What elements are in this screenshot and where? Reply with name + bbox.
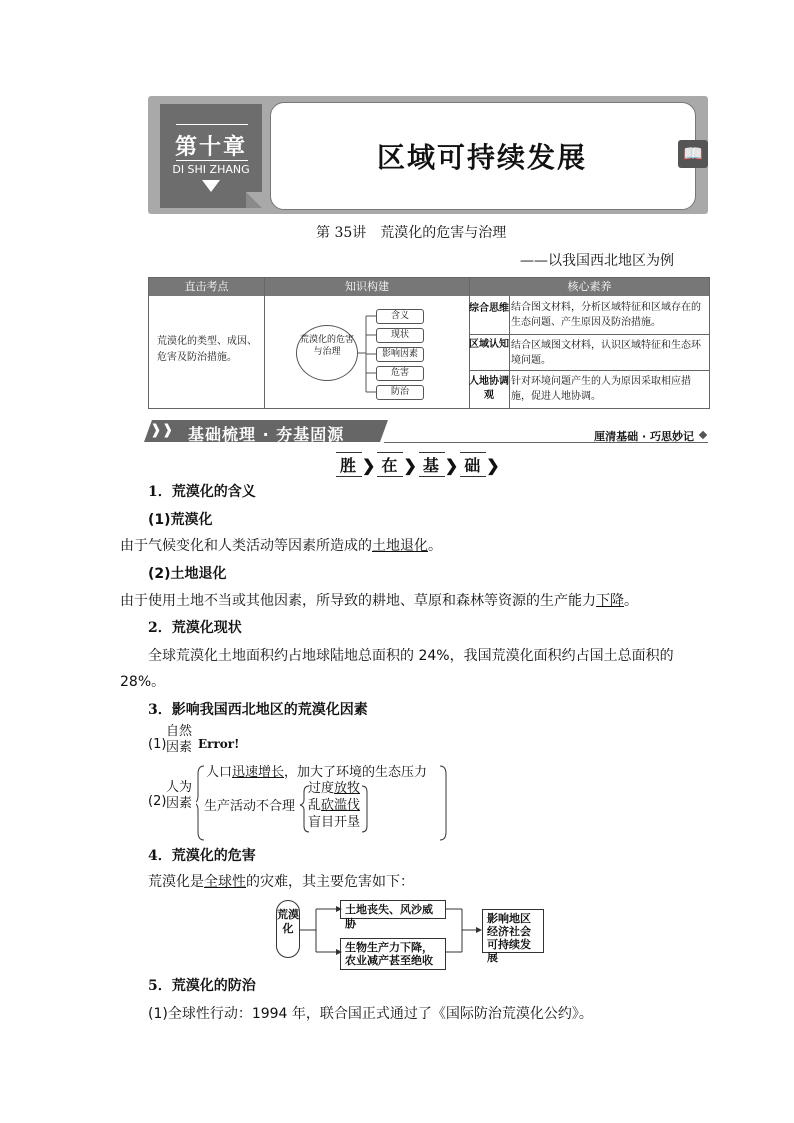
- divider: [469, 334, 709, 335]
- mindmap-item: 含义: [376, 309, 424, 324]
- header-literacy: 核心素养: [470, 278, 709, 296]
- chapter-title: 区域可持续发展: [376, 141, 587, 174]
- badge-triangle-icon: [202, 180, 220, 192]
- literacy-text: 针对环境问题产生的人为原因采取相应措施，促进人地协调。: [511, 376, 691, 402]
- chapter-number: 第十章: [174, 134, 247, 160]
- badge-divider-top: [176, 124, 248, 125]
- heading-5: 5．荒漠化的防治: [148, 978, 256, 994]
- literacy-label: 综合思维: [469, 303, 509, 314]
- section-bar: [148, 418, 708, 444]
- flow-box-bottom: 生物生产力下降，农业减产甚至绝收: [340, 938, 446, 970]
- divider: [469, 370, 709, 371]
- key-term: 全球性: [204, 874, 246, 890]
- tag-char: 在: [377, 452, 403, 477]
- section-tag: 胜 ❯ 在 ❯ 基 ❯ 础 ❯: [336, 452, 502, 477]
- literacy-text: 结合区域图文材料，认识区域特征和生态环境问题。: [511, 340, 701, 366]
- header-knowledge: 知识构建: [265, 278, 469, 296]
- literacy-text: 结合图文材料，分析区域特征和区域存在的生态问题、产生原因及防治措施。: [511, 302, 701, 328]
- key-term: 迅速增长: [232, 765, 285, 780]
- subheading: (2)土地退化: [148, 566, 227, 582]
- divider: [509, 296, 510, 408]
- item-number: (1): [148, 737, 167, 752]
- tag-char: 基: [419, 452, 445, 477]
- flow-box-result: 影响地区经济社会可持续发展: [482, 909, 544, 953]
- mindmap-item: 现状: [376, 328, 424, 343]
- heading-3: 3．影响我国西北地区的荒漠化因素: [148, 702, 368, 718]
- mindmap-item: 防治: [376, 385, 424, 400]
- heading-2: 2．荒漠化现状: [148, 620, 242, 636]
- mindmap-connectors: [358, 310, 378, 396]
- paragraph: 荒漠化是全球性的灾难，其主要危害如下：: [148, 874, 414, 890]
- subheading: (1)荒漠化: [148, 512, 213, 528]
- factor-row: 人口迅速增长，加大了环境的生态压力: [206, 765, 428, 780]
- paragraph: 全球荒漠化土地面积约占地球陆地总面积的 24%，我国荒漠化面积约占国土总面积的: [148, 648, 674, 664]
- paragraph: 28%。: [120, 674, 166, 690]
- diamond-icon: [699, 431, 707, 439]
- mindmap-item: 影响因素: [376, 347, 424, 362]
- book-search-icon: 📖: [678, 140, 708, 168]
- paragraph: 由于使用土地不当或其他因素，所导致的耕地、草原和森林等资源的生产能力下降。: [120, 593, 638, 609]
- key-term: 砍滥伐: [321, 798, 361, 813]
- mindmap-item: 危害: [376, 366, 424, 381]
- key-term: 土地退化: [372, 538, 428, 554]
- key-term: 下降: [596, 593, 624, 609]
- divider: [264, 278, 265, 408]
- factor-subitems: 过度放牧 乱砍滥伐 盲目开垦: [308, 781, 361, 830]
- factor-label: 自然 因素: [166, 724, 193, 755]
- header-exam-points: 直击考点: [149, 278, 264, 296]
- tag-char: 胜: [336, 452, 362, 477]
- literacy-label: 人地协调观: [469, 376, 509, 401]
- chevron-right-icon: ❱❱: [150, 422, 174, 438]
- exam-focus-text: 荒漠化的类型、成因、危害及防治措施。: [157, 336, 257, 363]
- chapter-number-pinyin: DI SHI ZHANG: [172, 163, 250, 176]
- heading-4: 4．荒漠化的危害: [148, 848, 256, 864]
- heading-1: 1．荒漠化的含义: [148, 484, 256, 500]
- section-motto: 厘清基础 · 巧思妙记: [594, 430, 694, 443]
- lesson-title: 第 35讲 荒漠化的危害与治理: [316, 225, 507, 241]
- section-label: 基础梳理 · 夯基固源: [188, 425, 345, 444]
- paragraph: 由于气候变化和人类活动等因素所造成的土地退化。: [120, 538, 442, 554]
- lesson-subtitle: ——以我国西北地区为例: [520, 253, 674, 269]
- literacy-label: 区域认知: [469, 339, 509, 350]
- flow-box-top: 土地丧失、风沙威胁: [340, 900, 446, 919]
- flow-core: 荒漠化: [276, 900, 300, 958]
- key-term: 放牧: [334, 781, 361, 796]
- badge-divider-bottom: [176, 160, 248, 161]
- error-text: Error!: [198, 737, 240, 751]
- factor-label: 人为 因素: [166, 780, 193, 811]
- tag-char: 础: [460, 452, 486, 477]
- overview-table: [148, 277, 710, 409]
- paragraph: (1)全球性行动：1994 年，联合国正式通过了《国际防治荒漠化公约》。: [148, 1006, 593, 1022]
- item-number: (2): [148, 794, 167, 809]
- mindmap-core: 荒漠化的危害与治理: [296, 325, 358, 381]
- factor-row: 生产活动不合理: [204, 799, 296, 814]
